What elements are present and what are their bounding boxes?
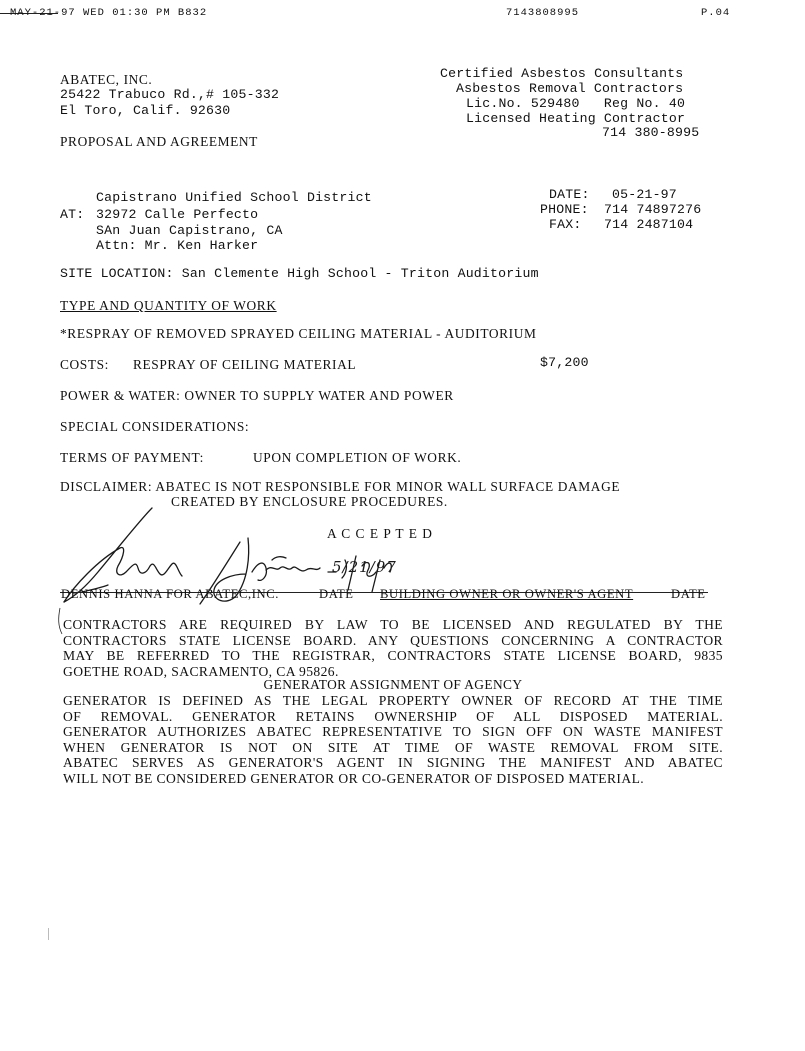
agency-line-5: ABATEC SERVES AS GENERATOR'S AGENT IN SIGNING THE MANIFEST AND ABATEC — [63, 755, 723, 771]
scan-speck — [48, 928, 49, 940]
company-name: ABATEC, INC. — [60, 72, 153, 87]
client-city: SAn Juan Capistrano, CA — [96, 223, 283, 238]
client-name: Capistrano Unified School District — [96, 190, 372, 205]
client-at-label: AT: — [60, 207, 85, 222]
fax-date-time: MAY-21-97 WED 01:30 PM B832 — [10, 7, 208, 19]
agency-line-2: OF REMOVAL. GENERATOR RETAINS OWNERSHIP OF ALL DISPOSED MATERIAL. — [63, 708, 723, 724]
credentials-phone: 714 380-8995 — [602, 125, 700, 140]
date-value: 05-21-97 — [612, 187, 677, 202]
agency-line-4: WHEN GENERATOR IS NOT ON SITE AT TIME OF WASTE REMOVAL FROM SITE. — [63, 739, 723, 755]
fax-page-number: P.04 — [701, 7, 731, 19]
payment-value: UPON COMPLETION OF WORK. — [253, 450, 462, 465]
special-considerations: SPECIAL CONSIDERATIONS: — [60, 419, 250, 434]
fax-label: FAX: — [549, 217, 582, 232]
accepted-heading: A C C E P T E D — [327, 526, 433, 541]
payment-label: TERMS OF PAYMENT: — [60, 450, 204, 465]
client-attn: Attn: Mr. Ken Harker — [96, 238, 259, 253]
costs-amount: $7,200 — [540, 355, 589, 370]
license-line-4: GOETHE ROAD, SACRAMENTO, CA 95826. — [63, 663, 339, 679]
credentials-line-3: Lic.No. 529480 Reg No. 40 — [466, 96, 686, 111]
costs-label: COSTS: — [60, 357, 109, 372]
agency-line-3: GENERATOR AUTHORIZES ABATEC REPRESENTATIVE TO SIGN OFF ON WASTE MANIFEST — [63, 724, 723, 740]
owner-agent-label: BUILDING OWNER OR OWNER'S AGENT — [380, 587, 634, 601]
license-line-3: MAY BE REFERRED TO THE REGISTRAR, CONTRACTORS STATE LICENSE BOARD, 9835 — [63, 648, 723, 664]
owner-date-label: DATE — [671, 587, 706, 601]
costs-description: RESPRAY OF CEILING MATERIAL — [133, 357, 357, 372]
agency-line-1: GENERATOR IS DEFINED AS THE LEGAL PROPERTY OWNER OF RECORD AT THE TIME — [63, 693, 723, 708]
document-title: PROPOSAL AND AGREEMENT — [60, 134, 258, 149]
power-water: POWER & WATER: OWNER TO SUPPLY WATER AND POWER — [60, 388, 454, 403]
company-address-1: 25422 Trabuco Rd.,# 105-332 — [60, 87, 280, 102]
signer-date-label: DATE — [319, 587, 354, 601]
agency-line-6: WILL NOT BE CONSIDERED GENERATOR OR CO-GENERATOR OF DISPOSED MATERIAL. — [63, 770, 645, 786]
license-line-1: CONTRACTORS ARE REQUIRED BY LAW TO BE LICENSED AND REGULATED BY THE — [63, 617, 723, 632]
agency-heading: GENERATOR ASSIGNMENT OF AGENCY — [263, 677, 523, 692]
fax-phone: 7143808995 — [506, 7, 580, 19]
fax-value: 714 2487104 — [604, 217, 694, 232]
date-label: DATE: — [549, 187, 590, 202]
disclaimer-line-1: DISCLAIMER: ABATEC IS NOT RESPONSIBLE FOR MINOR WALL SURFACE DAMAGE — [60, 479, 621, 494]
work-item: *RESPRAY OF REMOVED SPRAYED CEILING MATERIAL - AUDITORIUM — [60, 326, 537, 341]
phone-value: 714 74897276 — [604, 202, 702, 217]
credentials-line-4: Licensed Heating Contractor — [466, 111, 686, 126]
disclaimer-line-2: CREATED BY ENCLOSURE PROCEDURES. — [171, 494, 448, 509]
signer-label: DENNIS HANNA FOR ABATEC,INC. — [61, 587, 279, 601]
license-line-2: CONTRACTORS STATE LICENSE BOARD. ANY QUESTIONS CONCERNING A CONTRACTOR — [63, 632, 723, 648]
credentials-line-2: Asbestos Removal Contractors — [456, 81, 684, 96]
client-street: 32972 Calle Perfecto — [96, 207, 259, 222]
credentials-line-1: Certified Asbestos Consultants — [440, 66, 684, 81]
work-heading: TYPE AND QUANTITY OF WORK — [60, 298, 277, 313]
handwritten-date: 5/21/97 — [332, 558, 397, 576]
license-paragraph — [63, 617, 723, 679]
phone-label: PHONE: — [540, 202, 589, 217]
agency-paragraph — [63, 693, 723, 787]
site-location: SITE LOCATION: San Clemente High School - Triton Auditorium — [60, 266, 539, 281]
company-address-2: El Toro, Calif. 92630 — [60, 103, 231, 118]
